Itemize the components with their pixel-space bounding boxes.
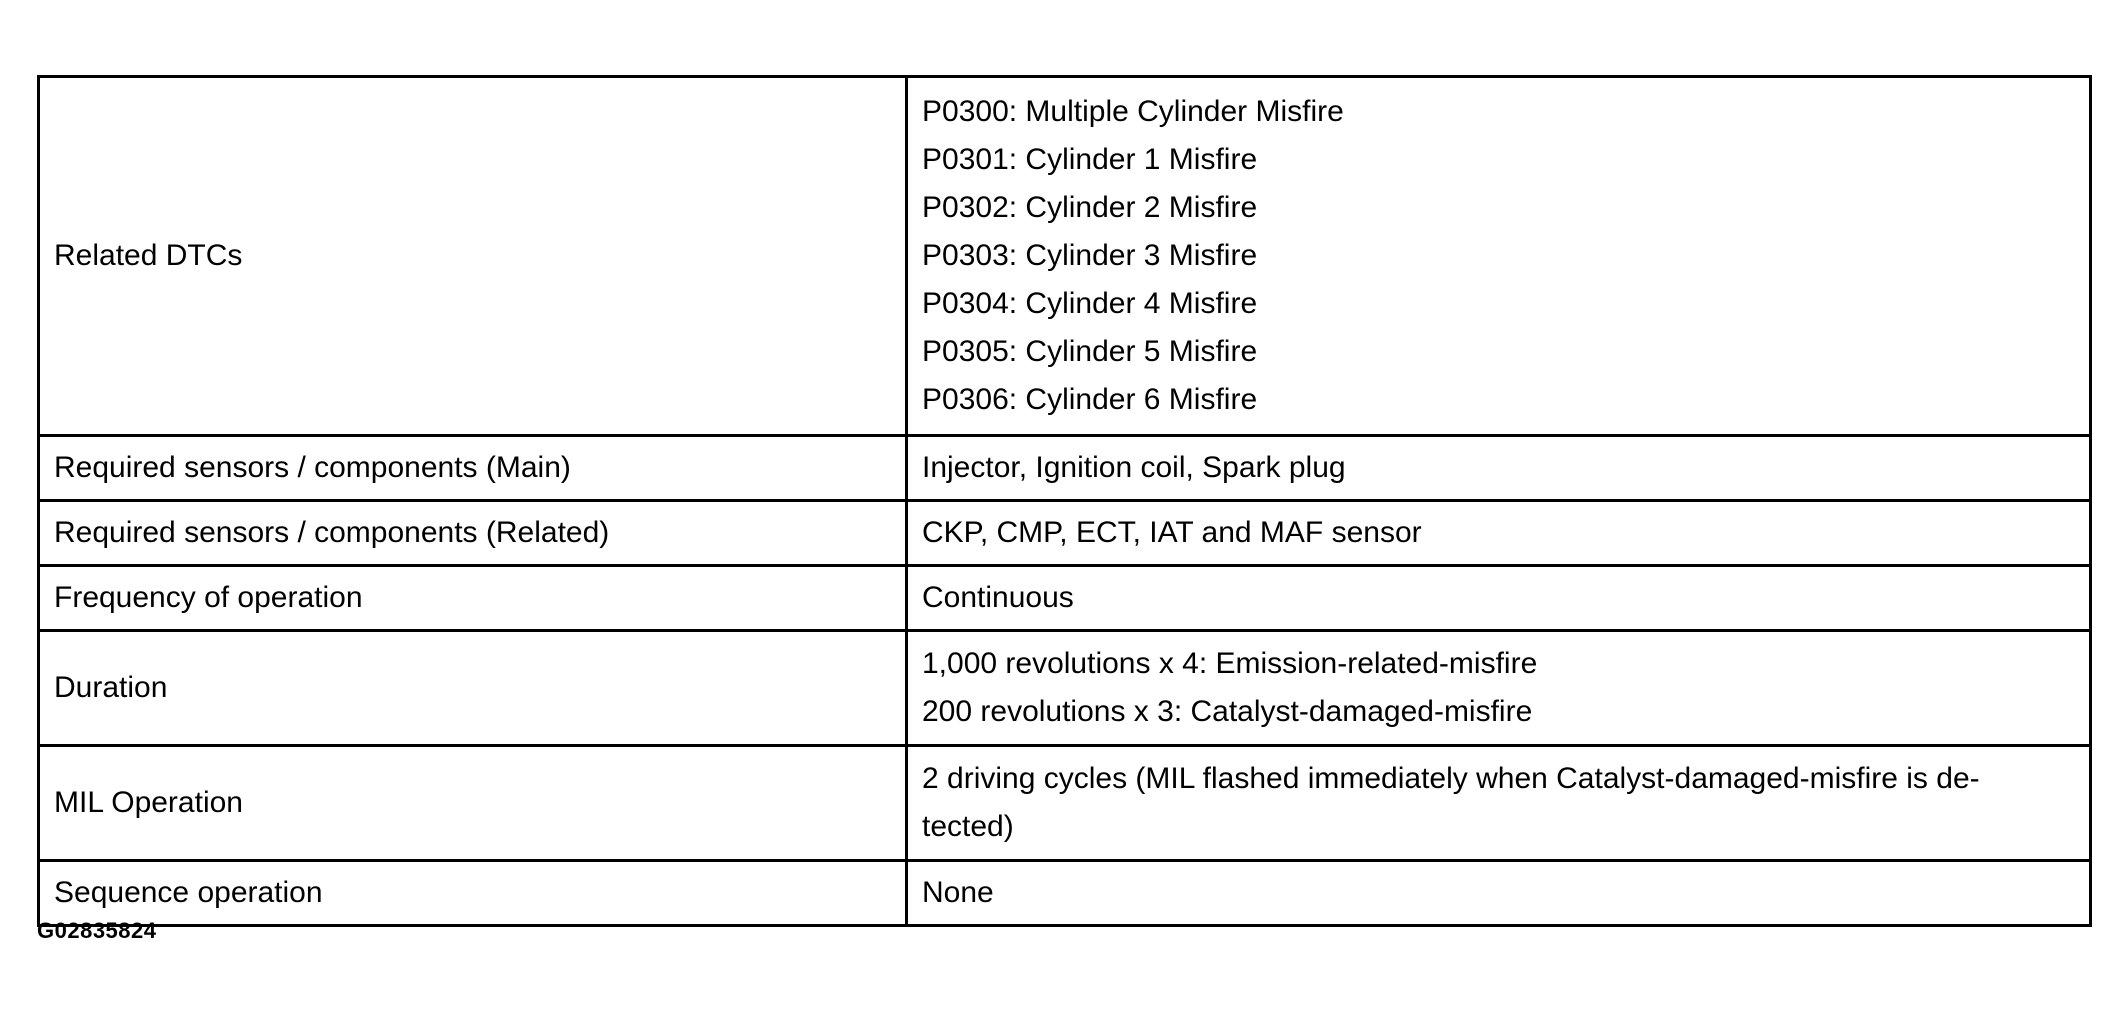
value-line: Continuous [922, 581, 1074, 614]
value-line: None [922, 876, 994, 909]
row-label: Duration [39, 631, 907, 746]
value-line: 2 driving cycles (MIL flashed immediately when Catalyst-damaged-misfire is de- [922, 762, 1980, 795]
row-value [907, 77, 2091, 436]
value-line: Injector, Ignition coil, Spark plug [922, 451, 1346, 484]
row-value [907, 566, 2091, 631]
value-line: 200 revolutions x 3: Catalyst-damaged-misfire [922, 695, 1533, 728]
row-label: Related DTCs [39, 77, 907, 436]
dtc-line: P0302: Cylinder 2 Misfire [922, 191, 1258, 224]
table-row-duration [39, 631, 2091, 746]
table-row-sequence-operation [39, 861, 2091, 926]
row-label: Sequence operation [39, 861, 907, 926]
row-value [907, 631, 2091, 746]
row-label: Required sensors / components (Related) [39, 501, 907, 566]
row-value [907, 861, 2091, 926]
row-label: MIL Operation [39, 746, 907, 861]
value-line: tected) [922, 810, 1014, 843]
dtc-line: P0303: Cylinder 3 Misfire [922, 239, 1258, 272]
row-label: Required sensors / components (Main) [39, 436, 907, 501]
table-row-related-dtcs [39, 77, 2091, 436]
figure-id: G02835824 [37, 918, 157, 943]
table-row-main-components [39, 436, 2091, 501]
value-line: CKP, CMP, ECT, IAT and MAF sensor [922, 516, 1422, 549]
row-value [907, 436, 2091, 501]
dtc-line: P0300: Multiple Cylinder Misfire [922, 95, 1344, 128]
dtc-line: P0306: Cylinder 6 Misfire [922, 383, 1258, 416]
row-value [907, 746, 2091, 861]
table-row-related-components [39, 501, 2091, 566]
row-value [907, 501, 2091, 566]
table-row-frequency [39, 566, 2091, 631]
dtc-line: P0301: Cylinder 1 Misfire [922, 143, 1258, 176]
table-row-mil-operation [39, 746, 2091, 861]
value-line: 1,000 revolutions x 4: Emission-related-misfire [922, 647, 1538, 680]
monitor-spec-table [37, 75, 2092, 927]
dtc-line: P0305: Cylinder 5 Misfire [922, 335, 1258, 368]
row-label: Frequency of operation [39, 566, 907, 631]
dtc-line: P0304: Cylinder 4 Misfire [922, 287, 1258, 320]
